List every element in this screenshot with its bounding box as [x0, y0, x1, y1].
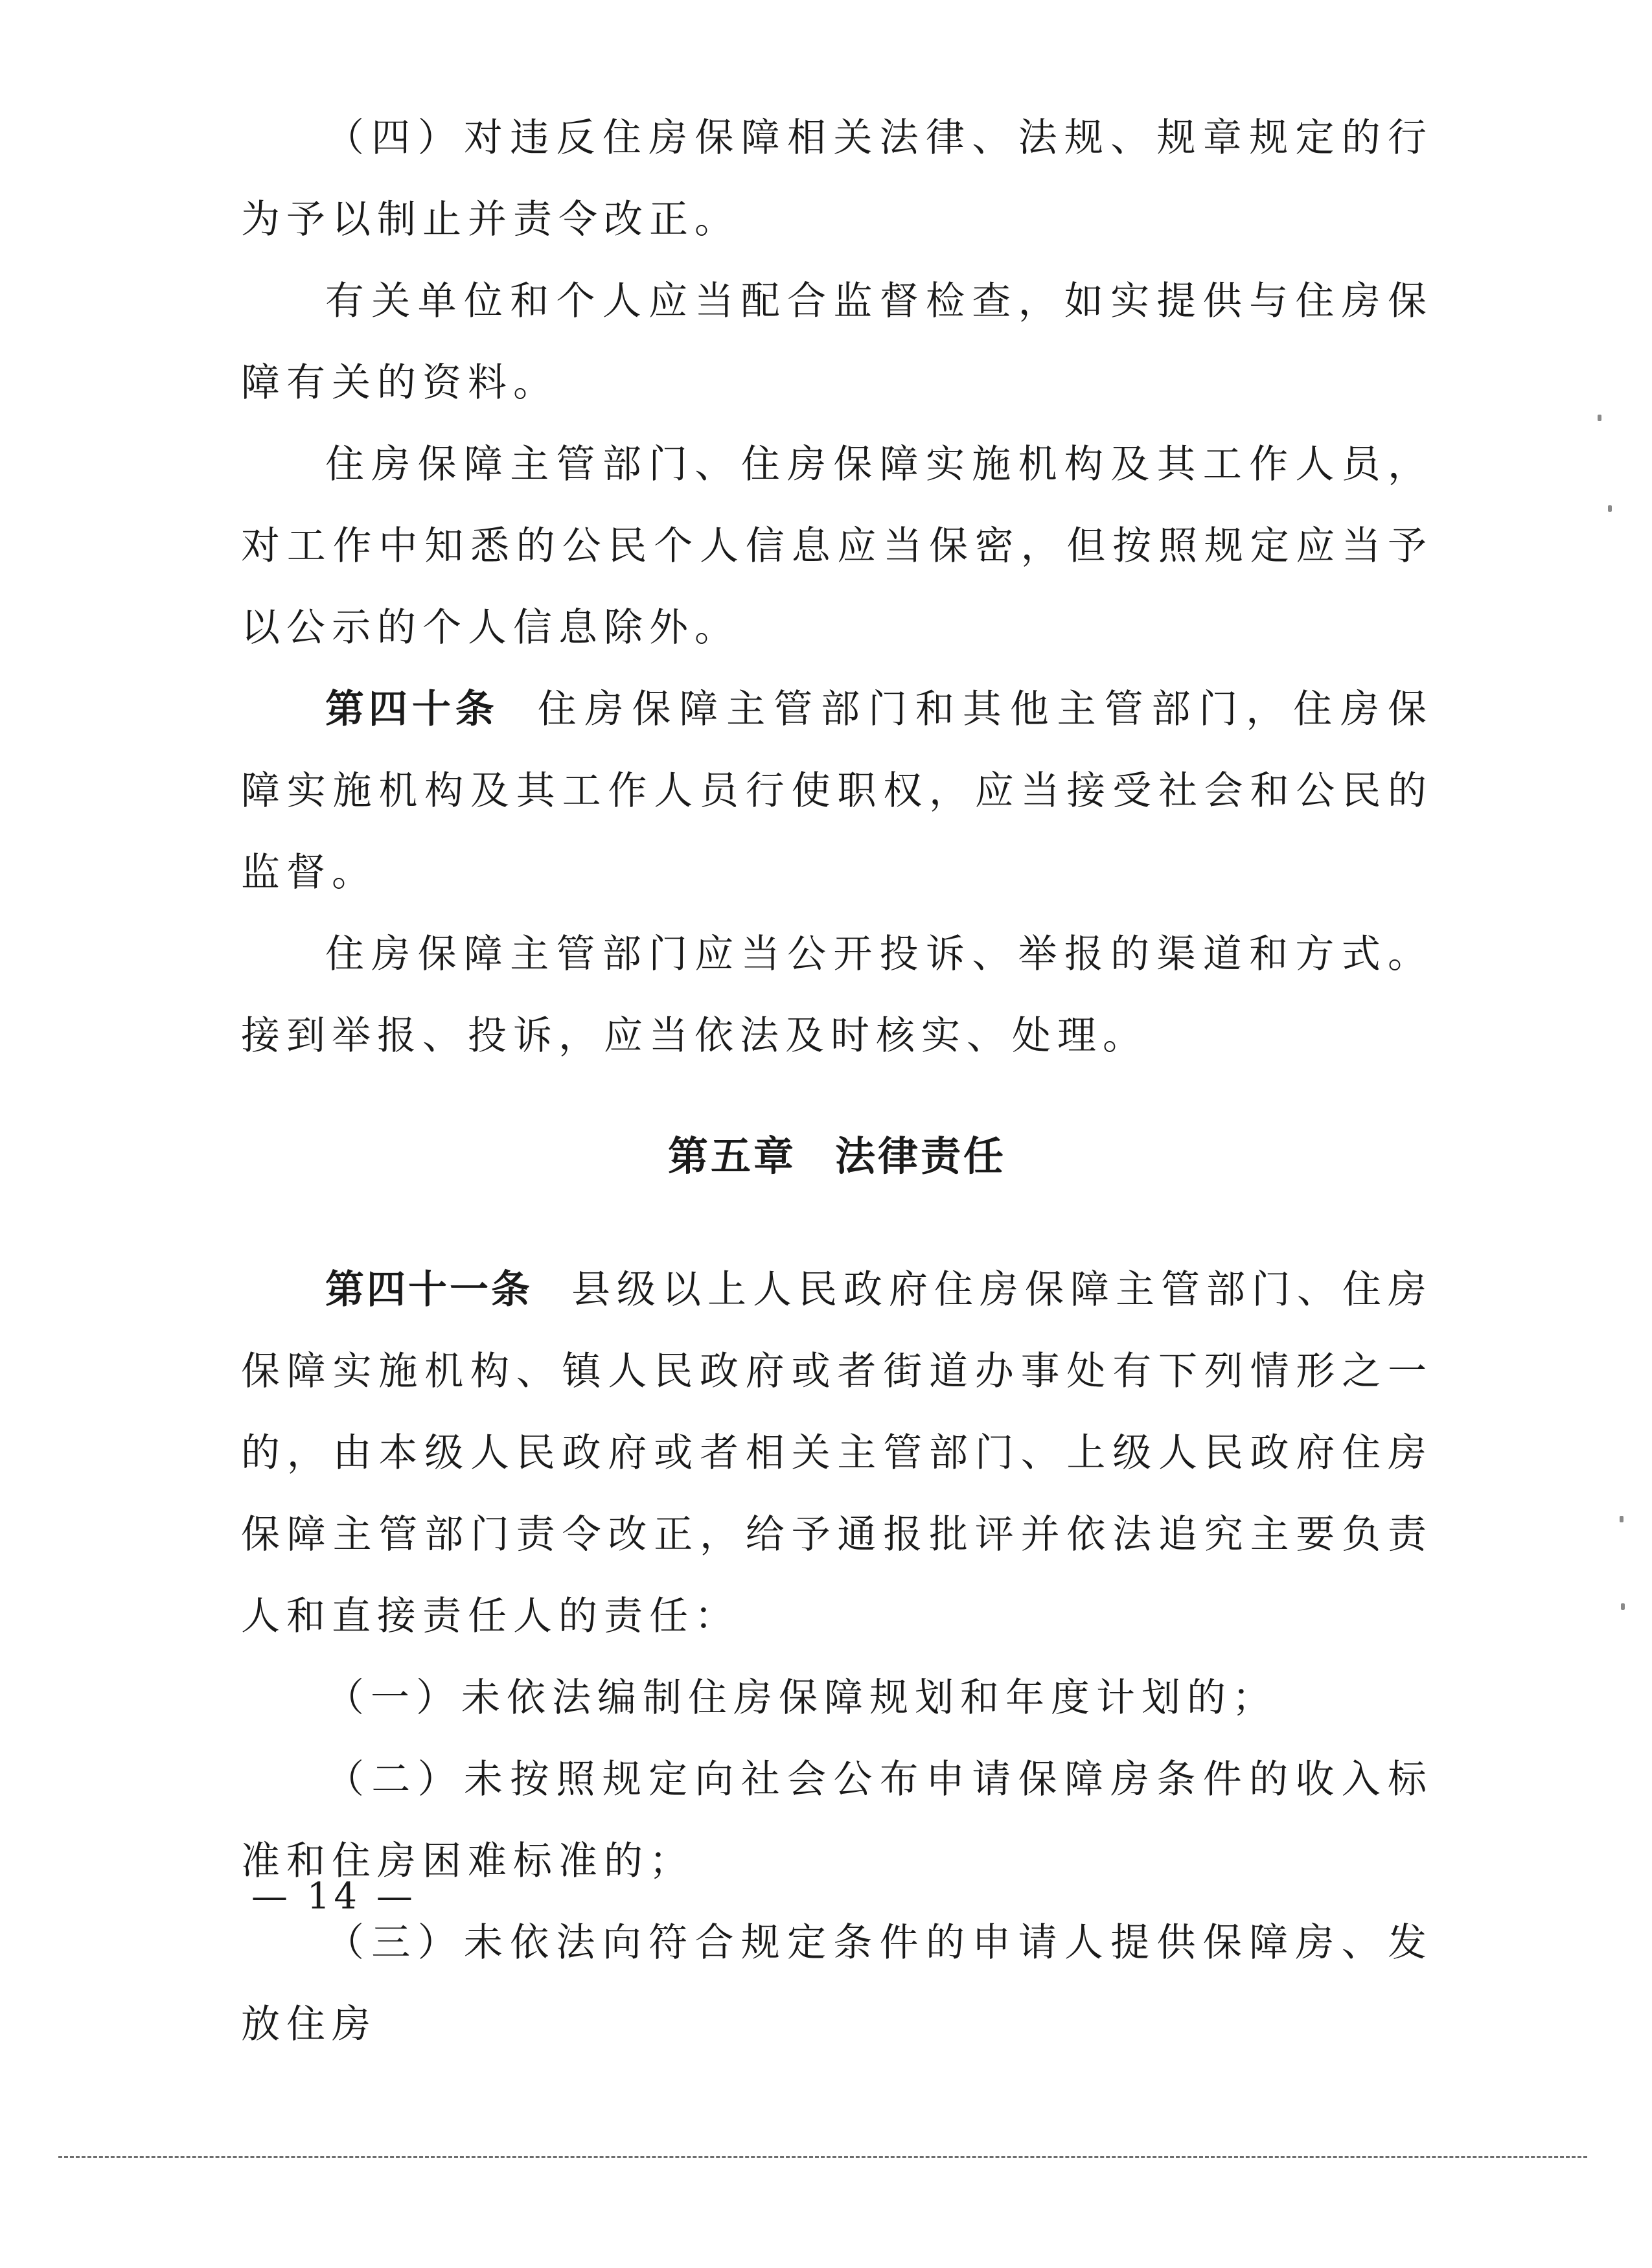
scan-edge-line: [58, 2156, 1587, 2158]
paragraph-item-2: （二）未按照规定向社会公布申请保障房条件的收入标准和住房困难标准的；: [241, 1757, 1433, 1884]
article-40-text: 住房保障主管部门和其他主管部门，住房保障实施机构及其工作人员行使职权，应当接受社会和公民的监督。: [241, 687, 1434, 895]
paragraph-cooperation: 有关单位和个人应当配合监督检查，如实提供与住房保障有关的资料。: [241, 279, 1433, 406]
page-number: — 14 —: [251, 1875, 417, 1918]
paragraph-confidentiality: 住房保障主管部门、住房保障实施机构及其工作人员，对工作中知悉的公民个人信息应当保密，但按照规定应当予以公示的个人信息除外。: [241, 442, 1433, 650]
scan-speck: [1598, 415, 1601, 421]
chapter-heading: [241, 1116, 1433, 1197]
paragraph-item-1: （一）未依法编制住房保障规划和年度计划的；: [325, 1675, 1278, 1721]
article-41-text: 县级以上人民政府住房保障主管部门、住房保障实施机构、镇人民政府或者街道办事处有下列情形之一的，由本级人民政府或者相关主管部门、上级人民政府住房保障主管部门责令改正，给予通报批评并依法追究主要负责人和直接责任人的责任：: [241, 1267, 1433, 1639]
paragraph-item-4: （四）对违反住房保障相关法律、法规、规章规定的行为予以制止并责令改正。: [241, 115, 1433, 242]
article-41: [241, 1249, 1433, 1657]
article-40-title: 第四十条: [325, 687, 499, 732]
article-40: [241, 669, 1433, 913]
scan-speck: [1620, 1516, 1623, 1522]
article-41-title: 第四十一条: [325, 1267, 533, 1312]
scan-speck: [1621, 1603, 1625, 1610]
scan-speck: [1608, 505, 1612, 512]
document-body: [241, 97, 1433, 2065]
paragraph-complaints: 住房保障主管部门应当公开投诉、举报的渠道和方式。接到举报、投诉，应当依法及时核实、处理。: [241, 932, 1433, 1059]
chapter-title: 法律责任: [835, 1132, 1007, 1180]
paragraph-item-3: （三）未依法向符合规定条件的申请人提供保障房、发放住房: [241, 1920, 1433, 2047]
chapter-number: 第五章: [667, 1132, 796, 1180]
